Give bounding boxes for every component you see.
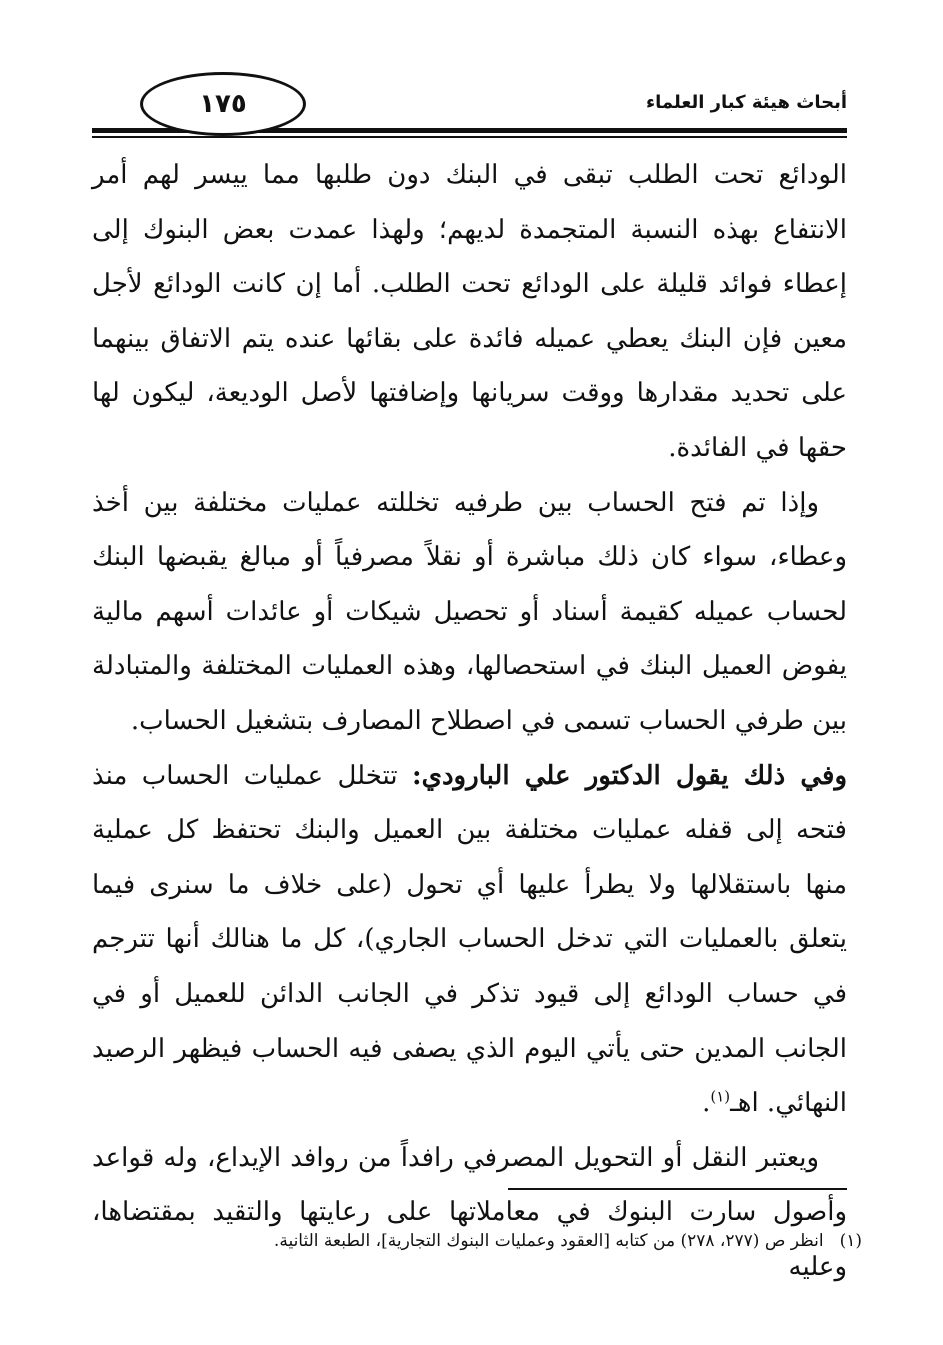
page-number: ١٧٥: [199, 89, 247, 119]
page-number-oval: [140, 72, 306, 136]
paragraph-4: [92, 1131, 847, 1295]
paragraph-text: ويعتبر النقل أو التحويل المصرفي رافداً من روافد الإيداع، وله قواعد وأصول سارت البنوك في معاملاتها على رعايتها والتقيد بمقتضاها، وعليه: [92, 1142, 847, 1282]
footnote: [92, 1228, 862, 1254]
quotation-lead: وفي ذلك يقول الدكتور علي البارودي:: [412, 760, 847, 791]
paragraph-text: وإذا تم فتح الحساب بين طرفيه تخللته عمليات مختلفة بين أخذ وعطاء، سواء كان ذلك مباشرة أو نقلاً مصرفياً أو مبالغ يقبضها البنك لحساب عميله كقيمة أسناد أو تحصيل شيكات أو عائدات أسهم مالية يفوض العميل البنك في استحصالها، وهذه العمليات المختلفة والمتبادلة بين طرفي الحساب تسمى في اصطلاح المصارف بتشغيل الحساب.: [92, 487, 847, 736]
footnote-text: انظر ص (٢٧٧، ٢٧٨) من كتابه [العقود وعمليات البنوك التجارية]، الطبعة الثانية.: [273, 1231, 824, 1251]
paragraph-1: [92, 148, 847, 476]
footnote-separator: [508, 1188, 847, 1190]
paragraph-2: [92, 476, 847, 749]
page-header: [92, 70, 847, 142]
paragraph-ending: .: [702, 1088, 711, 1119]
header-rule-thin: [92, 136, 847, 138]
paragraph-3: [92, 749, 847, 1131]
paragraph-text: تتخلل عمليات الحساب منذ فتحه إلى قفله عمليات مختلفة بين العميل والبنك تحتفظ كل عملية منها باستقلالها ولا يطرأ عليها أي تحول (على خلاف ما سنرى فيما يتعلق بالعمليات التي تدخل الحساب الجاري)، كل ما هنالك أنها تترجم في حساب الودائع إلى قيود تذكر في الجانب الدائن للعميل أو في الجانب المدين حتى يأتي اليوم الذي يصفى فيه الحساب فيظهر الرصيد النهائي. اهـ: [92, 760, 847, 1119]
footnote-reference[interactable]: (١): [710, 1087, 731, 1106]
paragraph-text: الودائع تحت الطلب تبقى في البنك دون طلبها مما ييسر لهم أمر الانتفاع بهذه النسبة المتجمدة لديهم؛ ولهذا عمدت بعض البنوك إلى إعطاء فوائد قليلة على الودائع تحت الطلب. أما إن كانت الودائع لأجل معين فإن البنك يعطي عميله فائدة على بقائها عنده يتم الاتفاق بينهما على تحديد مقدارها ووقت سريانها وإضافتها لأصل الوديعة، ليكون لها حقها في الفائدة.: [92, 160, 847, 463]
footnote-number: (١): [839, 1231, 862, 1251]
running-title: أبحاث هيئة كبار العلماء: [645, 92, 847, 113]
body-text: [92, 148, 847, 1294]
